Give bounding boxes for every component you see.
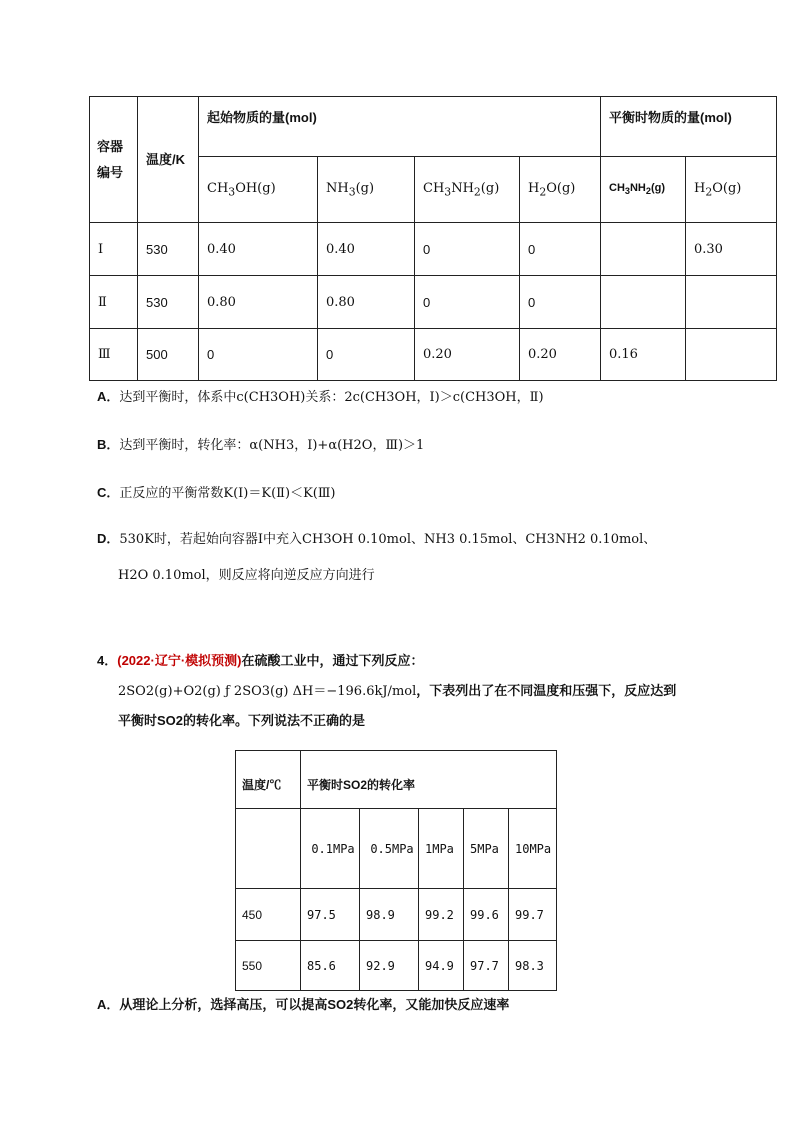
header-start-amount: 起始物质的量(mol) bbox=[199, 97, 601, 157]
question-4-line2: 2SO2(g)+O2(g) ƒ 2SO3(g) ΔH＝−196.6kJ/mol，下表列出了在不同温度和压强下，反应达到 bbox=[118, 683, 677, 699]
equilibrium-table-1 bbox=[89, 96, 777, 381]
row-id: Ⅰ bbox=[90, 223, 138, 276]
q4-option-a-text: 从理论上分析，选择高压，可以提高SO2转化率，又能加快反应速率 bbox=[119, 997, 510, 1012]
table-row: Ⅱ 530 0.80 0.80 0 0 bbox=[90, 276, 777, 329]
option-a[interactable]: A．达到平衡时，体系中c(CH3OH)关系：2c(CH3OH，Ⅰ)＞c(CH3OH，Ⅱ) bbox=[97, 389, 544, 405]
pressure-header: 5MPa bbox=[464, 809, 509, 889]
option-d[interactable]: D．530K时，若起始向容器Ⅰ中充入CH3OH 0.10mol、NH3 0.15mol、CH3NH2 0.10mol、 bbox=[97, 531, 657, 547]
pressure-header: 1MPa bbox=[419, 809, 464, 889]
so2-conversion-table bbox=[235, 750, 557, 991]
option-d-line2: H2O 0.10mol，则反应将向逆反应方向进行 bbox=[118, 568, 375, 583]
reaction-equation: 2SO2(g)+O2(g) ƒ 2SO3(g) ΔH＝−196.6kJ/mol bbox=[118, 684, 417, 699]
header-temperature-c: 温度/℃ bbox=[236, 751, 301, 809]
table-row: 550 85.6 92.9 94.9 97.7 98.3 bbox=[236, 941, 557, 991]
table-row: Ⅲ 500 0 0 0.20 0.20 0.16 bbox=[90, 329, 777, 381]
option-a-text: 达到平衡时，体系中c(CH3OH)关系：2c(CH3OH，Ⅰ)＞c(CH3OH，Ⅱ) bbox=[119, 390, 544, 405]
question-source: (2022·辽宁·模拟预测) bbox=[117, 653, 242, 668]
pressure-header: 0.1MPa bbox=[301, 809, 360, 889]
header-ch3nh2: $CH_3NH_2(g)$ bbox=[415, 157, 520, 223]
option-c[interactable]: C．正反应的平衡常数K(Ⅰ)＝K(Ⅱ)＜K(Ⅲ) bbox=[97, 485, 336, 501]
pressure-header: 0.5MPa bbox=[360, 809, 419, 889]
header-ch3oh: $CH_3OH(g)$ bbox=[199, 157, 318, 223]
table-row: 450 97.5 98.9 99.2 99.6 99.7 bbox=[236, 889, 557, 941]
header-nh3: $NH_3(g)$ bbox=[318, 157, 415, 223]
question-4-line1: 4．(2022·辽宁·模拟预测)在硫酸工业中，通过下列反应： bbox=[97, 653, 424, 668]
header-conversion: 平衡时SO2的转化率 bbox=[301, 751, 557, 809]
option-b[interactable]: B．达到平衡时，转化率：α(NH3，Ⅰ)+α(H2O，Ⅲ)＞1 bbox=[97, 437, 425, 453]
header-temperature: 温度/K bbox=[138, 97, 199, 223]
pressure-header: 10MPa bbox=[509, 809, 557, 889]
header-equilibrium-amount: 平衡时物质的量(mol) bbox=[601, 97, 777, 157]
header-container-no: 容器编号 bbox=[90, 97, 138, 223]
option-c-text: 正反应的平衡常数K(Ⅰ)＝K(Ⅱ)＜K(Ⅲ) bbox=[119, 486, 336, 501]
header-eq-h2o: $H_2O(g)$ bbox=[686, 157, 777, 223]
question-4-line3: 平衡时SO2的转化率。下列说法不正确的是 bbox=[118, 713, 366, 728]
header-h2o: $H_2O(g)$ bbox=[520, 157, 601, 223]
option-d-text: 530K时，若起始向容器Ⅰ中充入CH3OH 0.10mol、NH3 0.15mol、CH3NH2 0.10mol、 bbox=[119, 532, 657, 547]
q4-option-a[interactable]: A．从理论上分析，选择高压，可以提高SO2转化率，又能加快反应速率 bbox=[97, 997, 510, 1012]
table-row: Ⅰ 530 0.40 0.40 0 0 0.30 bbox=[90, 223, 777, 276]
header-eq-ch3nh2: $CH_3NH_2(g)$ bbox=[601, 157, 686, 223]
option-b-text: 达到平衡时，转化率：α(NH3，Ⅰ)+α(H2O，Ⅲ)＞1 bbox=[119, 438, 425, 453]
